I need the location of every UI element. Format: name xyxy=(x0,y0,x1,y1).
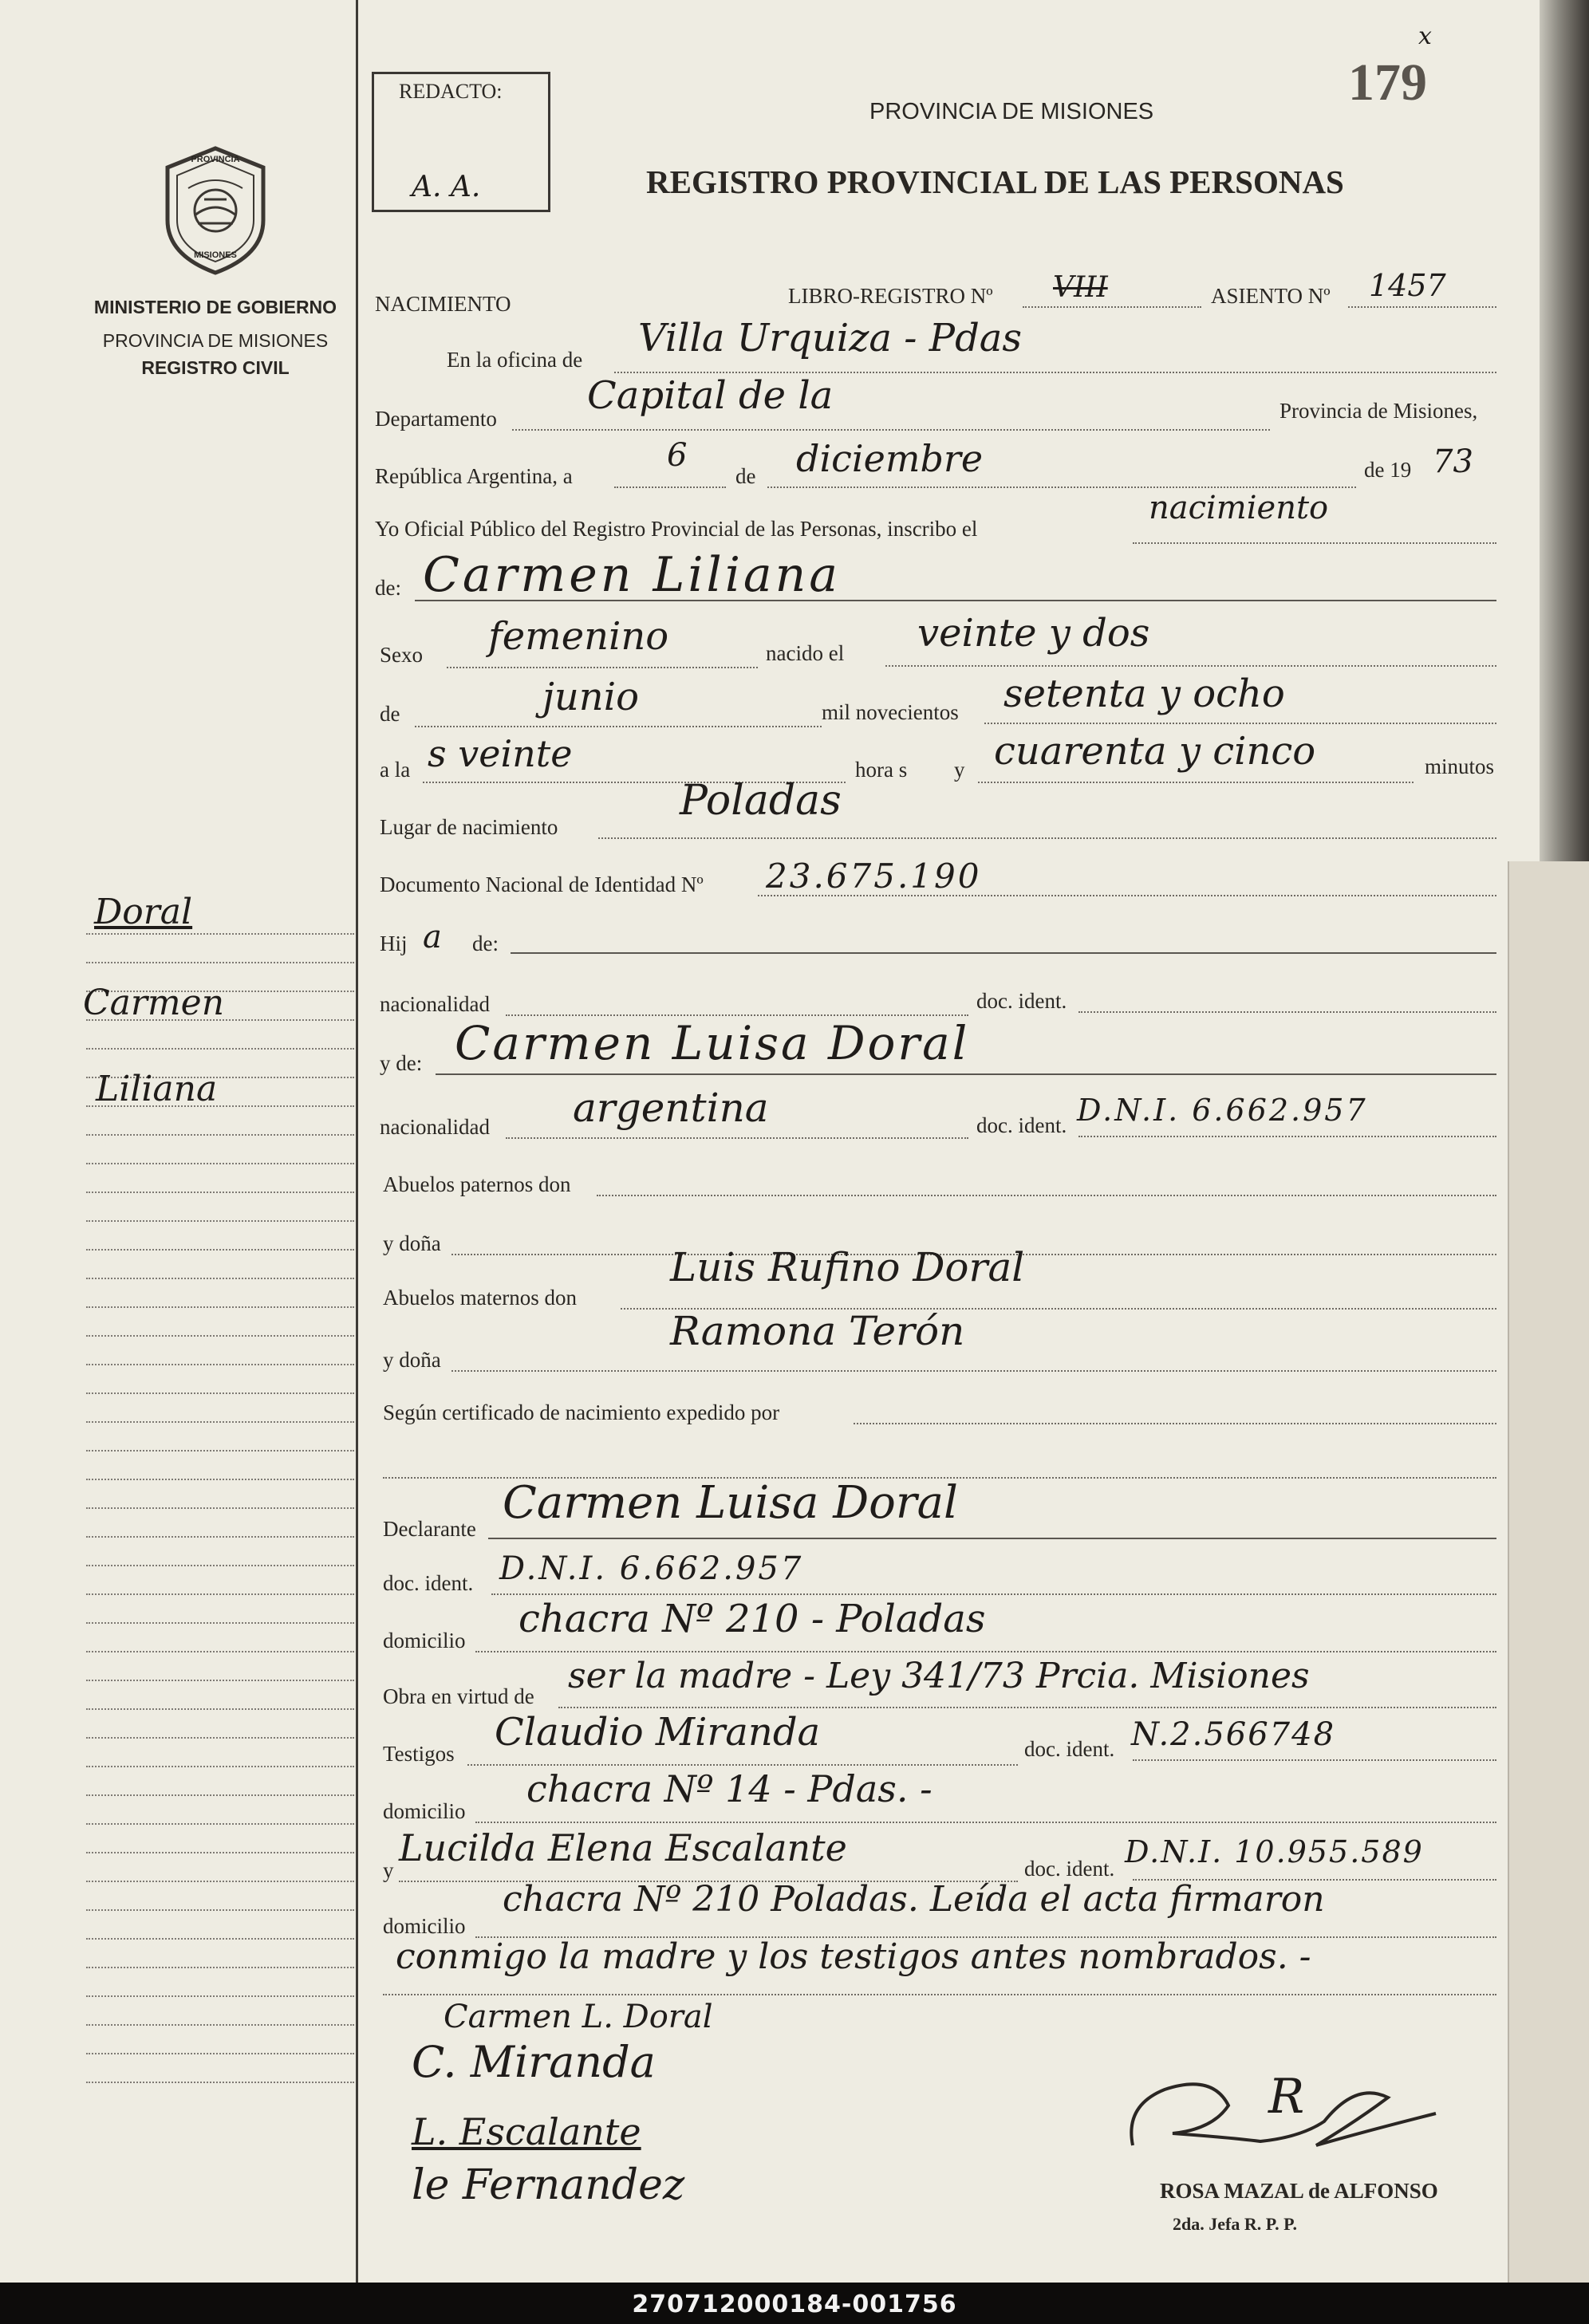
margin-rule-line xyxy=(86,1680,354,1681)
oficial-value: nacimiento xyxy=(1149,490,1329,526)
ministry-label: MINISTERIO DE GOBIERNO xyxy=(93,297,337,317)
domicilio2-value: chacra Nº 14 - Pdas. - xyxy=(526,1767,933,1810)
margin-rule-line xyxy=(86,1881,354,1882)
continuation-value: conmigo la madre y los testigos antes nombrados. - xyxy=(396,1936,1311,1977)
margin-rule-line xyxy=(86,1364,354,1365)
official-signature-initial: R xyxy=(1268,2069,1305,2125)
madre-value: Carmen Luisa Doral xyxy=(455,1016,970,1070)
margin-rule-line xyxy=(86,2053,354,2054)
mes-nac-value: junio xyxy=(542,675,639,719)
anio-value: 73 xyxy=(1433,443,1473,480)
dia-value: 6 xyxy=(667,437,688,474)
margin-rule-line xyxy=(86,933,354,935)
acta-type: NACIMIENTO xyxy=(375,292,511,316)
domicilio1-value: chacra Nº 210 - Poladas xyxy=(518,1597,986,1641)
margin-rule-line xyxy=(86,1737,354,1739)
lugar-value: Poladas xyxy=(680,777,842,825)
margin-rule-line xyxy=(86,1708,354,1710)
margin-rule-line xyxy=(86,1565,354,1566)
margin-first-name: Carmen xyxy=(83,983,225,1023)
margin-rule-line xyxy=(86,1794,354,1796)
domicilio2-label: domicilio xyxy=(383,1799,466,1823)
sexo-value: femenino xyxy=(488,614,669,659)
libro-label: LIBRO-REGISTRO Nº xyxy=(788,284,993,308)
margin-rule-line xyxy=(86,962,354,963)
signature-extra: le Fernandez xyxy=(412,2161,685,2209)
nacido-value: veinte y dos xyxy=(917,611,1150,656)
declarante-label: Declarante xyxy=(383,1517,476,1541)
signature-testigo2: L. Escalante xyxy=(412,2110,641,2153)
a-la-value: s veinte xyxy=(428,732,573,775)
margin-rule-line xyxy=(86,1163,354,1164)
domicilio3-value: chacra Nº 210 Poladas. Leída el acta firmaron xyxy=(503,1879,1325,1920)
margin-rule-line xyxy=(86,2024,354,2026)
margin-rule-line xyxy=(86,1651,354,1652)
signature-testigo1: C. Miranda xyxy=(412,2037,656,2087)
dni-label: Documento Nacional de Identidad Nº xyxy=(380,872,704,896)
folio-mark: x xyxy=(1418,22,1432,50)
de-label: de xyxy=(735,464,756,488)
signature-madre: Carmen L. Doral xyxy=(444,1999,713,2035)
abuelos-pat-label: Abuelos paternos don xyxy=(383,1172,571,1196)
anio-nac-value: setenta y ocho xyxy=(1003,672,1285,716)
margin-rule-line xyxy=(86,1995,354,1997)
mes-value: diciembre xyxy=(796,437,984,480)
republica-label: República Argentina, a xyxy=(375,464,573,488)
margin-rule-line xyxy=(86,1593,354,1595)
yde-label: y de: xyxy=(380,1051,423,1075)
y2-label: y xyxy=(383,1858,394,1882)
margin-rule-line xyxy=(86,1823,354,1825)
margin-rule-line xyxy=(86,1306,354,1308)
official-name: ROSA MAZAL de ALFONSO xyxy=(1160,2179,1438,2203)
nacionalidad2-label: nacionalidad xyxy=(380,1115,490,1139)
docident5-label: doc. ident. xyxy=(1024,1857,1115,1881)
margin-rule-line xyxy=(86,1536,354,1538)
margin-rule-line xyxy=(86,1335,354,1337)
testigo1-value: Claudio Miranda xyxy=(495,1710,821,1755)
de2-label: de: xyxy=(375,576,401,600)
margin-rule-line xyxy=(86,1048,354,1050)
underlying-page xyxy=(1508,861,1589,2283)
footer-code: 270712000184-001756 xyxy=(632,2291,957,2318)
margin-rule-line xyxy=(86,1450,354,1452)
abuelos-mat-label: Abuelos maternos don xyxy=(383,1286,577,1310)
ala-label: a la xyxy=(380,758,411,782)
seal-bottom-text: MISIONES xyxy=(194,250,237,260)
margin-rule-line xyxy=(86,1392,354,1394)
hija-de-label: de: xyxy=(472,932,499,955)
abuela-mat-value: Ramona Terón xyxy=(670,1308,965,1354)
minutos-label: minutos xyxy=(1425,754,1495,778)
margin-rule-line xyxy=(86,1967,354,1968)
sidebar-province-label: PROVINCIA DE MISIONES xyxy=(102,330,329,351)
libro-value: VIII xyxy=(1053,271,1108,304)
docident1-label: doc. ident. xyxy=(976,989,1067,1013)
docident4-value: N.2.566748 xyxy=(1131,1716,1336,1753)
margin-rule-line xyxy=(86,1192,354,1193)
nacido-label: nacido el xyxy=(766,641,845,665)
registry-title: REGISTRO PROVINCIAL DE LAS PERSONAS xyxy=(646,163,1344,200)
margin-rule-line xyxy=(86,1766,354,1767)
margin-surname: Doral xyxy=(94,892,193,932)
margin-rule-line xyxy=(86,1278,354,1279)
redacto-initials: A. A. xyxy=(412,171,481,203)
province-header: PROVINCIA DE MISIONES xyxy=(869,99,1154,124)
registro-civil-label: REGISTRO CIVIL xyxy=(141,357,290,378)
redacto-label: REDACTO: xyxy=(399,80,503,103)
domicilio1-label: domicilio xyxy=(383,1629,466,1652)
abuelo-mat-value: Luis Rufino Doral xyxy=(670,1244,1025,1290)
lugar-label: Lugar de nacimiento xyxy=(380,815,558,839)
margin-rule-line xyxy=(86,1249,354,1251)
docident2-value: D.N.I. 6.662.957 xyxy=(1077,1093,1368,1128)
hora-label: hora s xyxy=(855,758,908,782)
ydona2-label: y doña xyxy=(383,1348,441,1372)
hija-label: Hij xyxy=(380,932,408,955)
seal-top-text: PROVINCIA xyxy=(191,155,240,164)
minutos-value: cuarenta y cinco xyxy=(994,729,1316,774)
y-label: y xyxy=(954,758,965,782)
margin-rule-line xyxy=(86,1938,354,1940)
oficina-label: En la oficina de xyxy=(447,348,583,372)
official-title: 2da. Jefa R. P. P. xyxy=(1173,2214,1298,2234)
testigo2-value: Lucilda Elena Escalante xyxy=(399,1826,847,1869)
docident4-label: doc. ident. xyxy=(1024,1737,1115,1761)
docident3-value: D.N.I. 6.662.957 xyxy=(499,1550,804,1587)
docident3-label: doc. ident. xyxy=(383,1571,474,1595)
docident5-value: D.N.I. 10.955.589 xyxy=(1125,1834,1424,1869)
anio-label: de 19 xyxy=(1364,458,1412,482)
margin-second-name: Liliana xyxy=(96,1069,218,1109)
de3-label: de xyxy=(380,702,400,726)
folio-number: 179 xyxy=(1348,53,1427,112)
nacionalidad1-label: nacionalidad xyxy=(380,992,490,1016)
nacionalidad2-value: argentina xyxy=(573,1085,769,1131)
margin-rule-line xyxy=(86,1479,354,1480)
departamento-value: Capital de la xyxy=(587,373,834,418)
margin-rule-line xyxy=(86,1909,354,1911)
nombre-value: Carmen Liliana xyxy=(423,547,842,603)
margin-rule-line xyxy=(86,1852,354,1853)
obra-label: Obra en virtud de xyxy=(383,1684,534,1708)
docident2-label: doc. ident. xyxy=(976,1113,1067,1137)
ydona1-label: y doña xyxy=(383,1231,441,1255)
certificado-label: Según certificado de nacimiento expedido por xyxy=(383,1400,780,1424)
declarante-value: Carmen Luisa Doral xyxy=(503,1477,958,1529)
asiento-label: ASIENTO Nº xyxy=(1211,284,1331,308)
domicilio3-label: domicilio xyxy=(383,1914,466,1938)
oficina-value: Villa Urquiza - Pdas xyxy=(638,316,1023,360)
departamento-label: Departamento xyxy=(375,407,497,431)
dni-value: 23.675.190 xyxy=(766,857,982,896)
sexo-label: Sexo xyxy=(380,643,423,667)
provincia-label: Provincia de Misiones, xyxy=(1279,399,1478,423)
margin-rule-line xyxy=(86,1421,354,1423)
mil-label: mil novecientos xyxy=(822,700,959,724)
hija-letter: a xyxy=(423,919,442,955)
margin-rule-line xyxy=(86,1220,354,1222)
asiento-value: 1457 xyxy=(1369,268,1446,303)
margin-rule-line xyxy=(86,1622,354,1624)
margin-rule-line xyxy=(86,1507,354,1509)
oficial-text: Yo Oficial Público del Registro Provincial de las Personas, inscribo el xyxy=(375,517,978,541)
margin-rule-line xyxy=(86,2082,354,2083)
obra-value: ser la madre - Ley 341/73 Prcia. Misiones xyxy=(568,1656,1310,1696)
testigos-label: Testigos xyxy=(383,1742,455,1766)
margin-rule-line xyxy=(86,1134,354,1136)
